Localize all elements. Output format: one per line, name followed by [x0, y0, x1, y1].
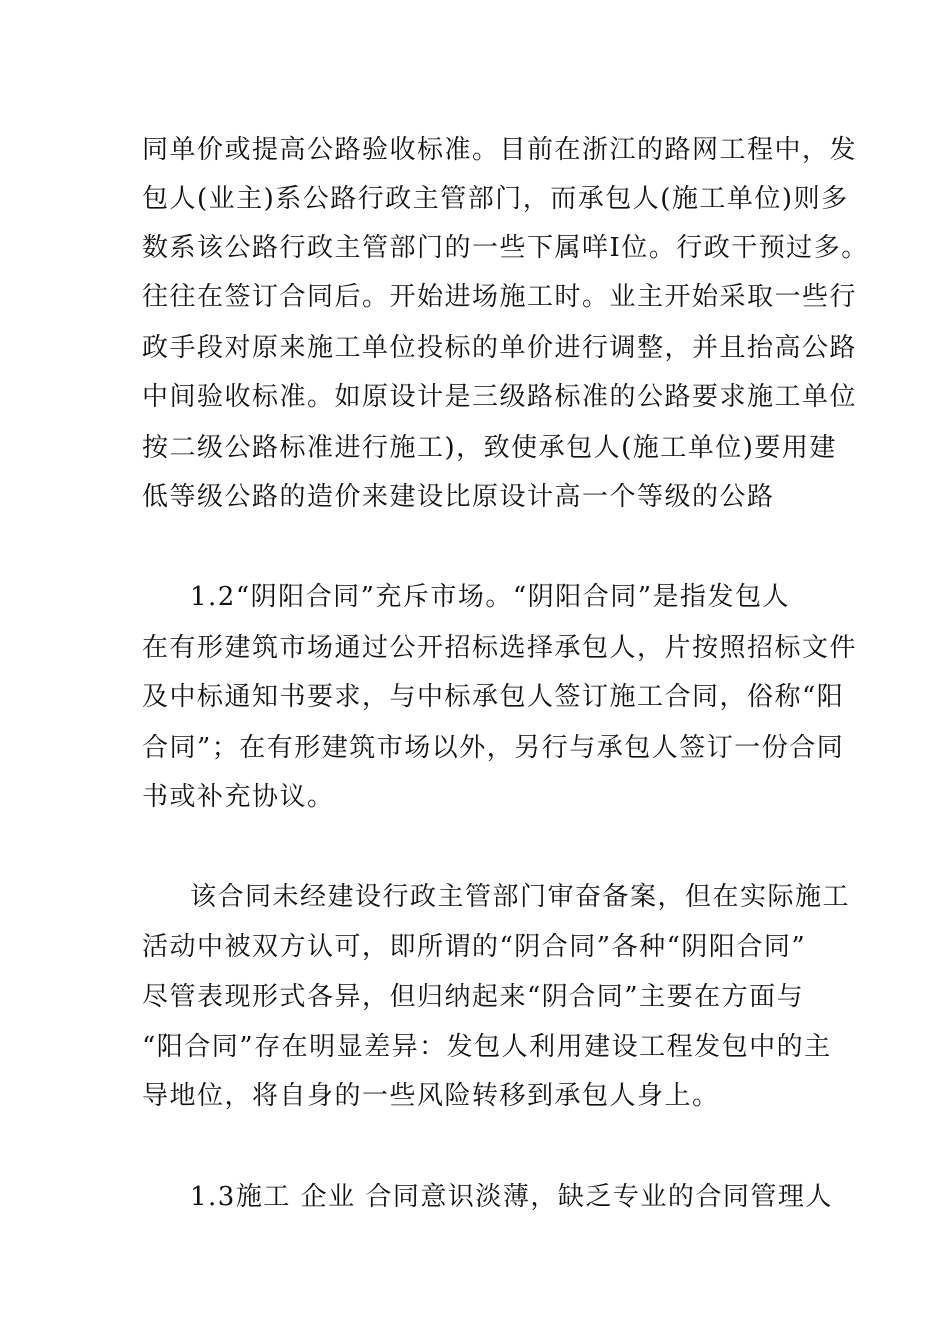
text-line: 中间验收标准。如原设计是三级路标准的公路要求施工单位: [142, 382, 858, 412]
section-heading-1-2: 1.2“阴阳合同”充斥市场。“阴阳合同”是指发包人: [190, 582, 791, 612]
text-line: 按二级公路标准进行施工)，致使承包人(施工单位)要用建: [142, 433, 837, 463]
text-line: 包人(业主)系公路行政主管部门，而承包人(施工单位)则多: [142, 184, 849, 214]
text-line: 尽管表现形式各异，但归纳起来“阴合同”主要在方面与: [142, 982, 805, 1012]
section-heading-1-3: 1.3施工 企业 合同意识淡薄，缺乏专业的合同管理人: [190, 1182, 833, 1212]
text-line: 书或补充协议。: [142, 782, 335, 812]
text-line: 及中标通知书要求，与中标承包人签订施工合同，俗称“阳: [142, 682, 845, 712]
text-line: 政手段对原来施工单位投标的单价进行调整，并且抬高公路: [142, 333, 858, 363]
text-line: “阳合同”存在明显差异：发包人利用建设工程发包中的主: [142, 1032, 832, 1062]
paragraph-start: 该合同未经建设行政主管部门审奋备案，但在实际施工: [190, 882, 851, 912]
text-line: 导地位，将自身的一些风险转移到承包人身上。: [142, 1081, 720, 1111]
text-line: 活动中被双方认可，即所谓的“阴合同”各种“阴阳合同”: [142, 932, 807, 962]
text-line: 往往在签订合同后。开始进场施工时。业主开始采取一些行: [142, 282, 858, 312]
text-line: 低等级公路的造价来建设比原设计高一个等级的公路: [142, 482, 775, 512]
text-line: 合同”；在有形建筑市场以外，另行与承包人签订一份合同: [142, 733, 845, 763]
text-line: 在有形建筑市场通过公开招标选择承包人，片按照招标文件: [142, 633, 858, 663]
text-line: 同单价或提高公路验收标准。目前在浙江的路网工程中，发: [142, 135, 858, 165]
text-line: 数系该公路行政主管部门的一些下属咩Ⅰ位。行政干预过多。: [142, 233, 869, 263]
